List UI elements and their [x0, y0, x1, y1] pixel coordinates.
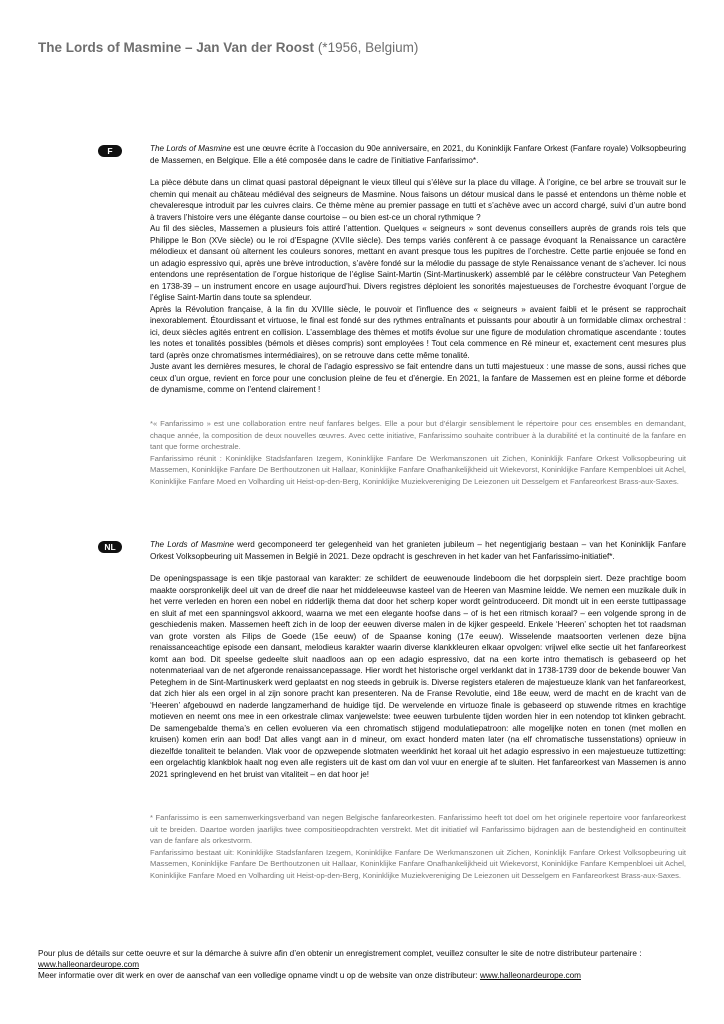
fr-footnote-paragraph: Fanfarissimo réunit : Koninklijke Stadsfanfaren Izegem, Koninklijke Fanfare De Werkmanszonen uit Zichen, Koninklijk Fanfare Orkest Volksopbeuring uit Massemen, Koninklijke Fanfare De Berthoutzonen uit Hallaar, Koninklijke Fanfare Onafhankelijkheid uit Wiekevorst, Koninklijke Fanfare Kempenbloei uit Achel, Koninklijke Fanfare Moed en Volharding uit Heist-op-den-Berg, Koninklijke Muziekvereniging De Leiezonen uit Desselgem et Fanfareorkest Brass-aux-Saxes.: [150, 453, 686, 486]
footer-nl-text: Meer informatie over dit werk en over de aanschaf van een volledige opname vindt u op de website van onze distributeur:: [38, 971, 480, 981]
footer-fr-line: [38, 948, 698, 970]
fr-text-section: [150, 143, 686, 396]
nl-text-section: [150, 539, 686, 780]
page-title-subtitle: (*1956, Belgium): [314, 40, 419, 55]
nl-work-title: The Lords of Masmine: [150, 540, 234, 549]
footer-fr-text: Pour plus de détails sur cette oeuvre et sur la démarche à suivre afin d’en obtenir un enregistrement complet, veuillez consulter le site de notre distributeur partenaire :: [38, 949, 642, 958]
fr-intro: [150, 143, 686, 166]
language-badge-fr: F: [98, 145, 122, 157]
language-badge-nl: NL: [98, 541, 122, 553]
nl-footnote-paragraph: Fanfarissimo bestaat uit: Koninklijke Stadsfanfaren Izegem, Koninklijke Fanfare De Werkmanszonen uit Zichen, Koninklijk Fanfare Orkest Volksopbeuring uit Massemen, Koninklijke Fanfare De Berthoutzonen uit Hallaar, Koninklijke Fanfare Onafhankelijkheid uit Wiekevorst, Koninklijke Fanfare Kempenbloei uit Achel, Koninklijke Fanfare Moed en Volharding uit Heist-op-den-Berg, Koninklijke Muziekvereniging De Leiezonen uit Desselgem en Fanfareorkest Brass-aux-Saxes.: [150, 847, 686, 880]
fr-footnote: [150, 418, 686, 487]
nl-footnote-paragraph: * Fanfarissimo is een samenwerkingsverband van negen Belgische fanfareorkesten. Fanfarissimo heeft tot doel om het originele repertoire voor fanfareorkest uit te breiden. Daartoe worden jaarlijks twee compositieopdrachten verstrekt. Met dit initiatief wil Fanfarissimo bijdragen aan de bestendigheid en continuïteit van de fanfare als orkestvorm.: [150, 813, 686, 845]
footer: [38, 948, 698, 982]
fr-paragraph: La pièce débute dans un climat quasi pastoral dépeignant le vieux tilleul qui s’élève sur la place du village. À l’origine, ce bel arbre se trouvait sur le chemin qui menait au château médiéval des seigneurs de Masmine. Nous faisons un détour musical dans le passé et entendons un thème noble et chevaleresque introduit par les cuivres clairs. Ce thème mène au premier passage en tutti et s’achève avec un accord chargé, suivi d’un autre bond à travers l’histoire vers une élégante danse courtoise – ou bien est-ce un choral rythmique ?: [150, 178, 686, 222]
fr-paragraph: Au fil des siècles, Massemen a plusieurs fois attiré l’attention. Quelques « seigneurs » sont devenus conseillers auprès de grands rois tels que Philippe le Bon (XVe siècle) ou le roi d’Espagne (XVIIe siècle). Des temps variés confèrent à ce passage évoquant la Renaissance un caractère mélodieux et dansant où alternent les couleurs sonores, mettant en avant presque tous les pupitres de l’orchestre. Cette partie enjouée se fond en un adagio espressivo qui, après une brève introduction, s’avère fondé sur la mélodie du passage de style Renaissance venant de s’achever. Ici nous entendons une représentation de l’orgue historique de l’église Saint-Martin (Sint-Martinuskerk) assemblé par le célèbre constructeur Van Peteghem en 1738-39 – un instrument encore en usage aujourd’hui. Divers registres déploient les sonorités majestueuses de l’orchestre évoquant l’orgue de l’église Saint-Martin dans toute sa splendeur.: [150, 224, 686, 302]
nl-footnote: [150, 812, 686, 881]
nl-intro: [150, 539, 686, 562]
fr-paragraph: Après la Révolution française, à la fin du XVIIIe siècle, le pouvoir et l’influence des « seigneurs » avaient faibli et le présent se rapprochait inexorablement. Étourdissant et virtuose, le final est fondé sur des rythmes entraînants et puissants pour aboutir à un formidable climax orchestral : ici, deux siècles agités entrent en collision. L’assemblage des thèmes et motifs évolue sur une figure de modulation chromatique ascendante : toutes les notes et tonalités possibles (bémols et dièses compris) sont employées ! Tout cela commence en Ré mineur et, exactement cent mesures plus tard (après onze chromatismes intermédiaires), on se retrouve dans cette même tonalité.: [150, 304, 686, 360]
fr-footnote-paragraph: *« Fanfarissimo » est une collaboration entre neuf fanfares belges. Elle a pour but d’élargir sensiblement le répertoire pour ces ensembles en demandant, chaque année, la composition de deux nouvelles œuvres. Avec cette initiative, Fanfarissimo souhaite contribuer à la durabilité et la continuité de la fanfare en tant que forme orchestrale.: [150, 419, 686, 451]
footer-nl-link[interactable]: www.halleonardeurope.com: [479, 971, 581, 981]
fr-intro-text: est une œuvre écrite à l’occasion du 90e anniversaire, en 2021, du Koninklijk Fanfare Orkest (Fanfare royale) Volksopbeuring de Massemen, en Belgique. Elle a été composée dans le cadre de l’initiative Fanfarissimo*.: [150, 144, 687, 165]
page-title-main: The Lords of Masmine – Jan Van der Roost: [38, 40, 315, 55]
nl-intro-text: werd gecomponeerd ter gelegenheid van het granieten jubileum – het negentigjarig bestaan – van het Koninklijk Fanfare Orkest Volksopbeuring uit Massemen in België in 2021. Deze opdracht is geschreven in het kader van het Fanfarissimo-initiatief*.: [150, 540, 686, 561]
fr-work-title: The Lords of Masmine: [150, 144, 232, 153]
fr-paragraph: Juste avant les dernières mesures, le choral de l’adagio espressivo se fait entendre dans un tutti majestueux : une masse de sons, aussi riches que ceux d’un orgue, revient en force pour une conclusion pleine de feu et d’énergie. En 2021, la fanfare de Massemen est en pleine forme et déborde de dynamisme, comme on l’entend clairement !: [150, 362, 686, 394]
footer-nl-line: [38, 970, 698, 981]
page-title: [38, 40, 418, 55]
footer-fr-link[interactable]: www.halleonardeurope.com: [38, 960, 140, 970]
nl-paragraph: De openingspassage is een tikje pastoraal van karakter: ze schildert de eeuwenoude lindeboom die het dorpsplein siert. Deze prachtige boom maakte oorspronkelijk deel uit van de dreef die naar het middeleeuwse kasteel van de Heeren van Masmine leidde. We nemen een muzikale duik in het verre verleden en horen een nobel en ridderlijk thema dat door het scherp koper wordt geïntroduceerd. Dit mondt uit in een eerste tuttipassage en sluit af met een spanningsvol akkoord, waarna we met een elegante hoofse dans – of is het een ritmisch koraal? – een volgende sprong in de geschiedenis maken. Massemen heeft zich in de loop der eeuwen diverse malen in de kijker gespeeld. Enkele ‘Heeren’ schopten het tot raadsman van grote vorsten als Filips de Goede (15e eeuw) of de Spaanse koning (17e eeuw). Wisselende maatsoorten verlenen deze bijna renaissanceachtige episode een dansant, melodieus karakter waarin diverse klankkleuren elkaar opvolgen: vrijwel elke sectie uit het fanfareorkest komt aan bod. Dit speelse gedeelte sluit naadloos aan op een adagio espressivo, dat na een korte intro thematisch is gebaseerd op het notenmateriaal van de net afgeronde renaissancepassage. Hier wordt het historische orgel verklankt dat in 1738-1739 door de bekende bouwer Van Peteghem in de Sint-Martinuskerk werd geplaatst en nog steeds in gebruik is. Diverse registers etaleren de majestueuze klank van het fanfareorkest, dat zich hier als een orgel in al zijn sonore pracht kan presenteren. Na de Franse Revolutie, eind 18e eeuw, werd de macht en de kracht van de ‘Heeren’ afgebouwd en naderde langzamerhand de huidige tijd. De wervelende en virtuoze finale is gebaseerd op stuwende ritmes en krachtige motieven en neemt ons mee in een orkestrale climax vanjewelste: twee eeuwen turbulente tijden worden hier in een notendop tot klinken gebracht. De samengebalde thema’s en cellen evolueren via een chromatisch stijgend modulatiepatroon: alle mogelijke noten en tonen (met mollen en kruisen) komen erin aan bod! Dat alles vangt aan in d mineur, om exact honderd maten later (na elf chromatische tussenstations) opnieuw in diezelfde tonaliteit te belanden. Vlak voor de opzwepende slotmaten weerklinkt het koraal uit het adagio espressivo in een majestueuze tuttizetting: een orgelachtig klankblok haalt nog even alle registers uit de kast om dan vol vuur en energie af te sluiten. Het fanfareorkest van Massemen is anno 2021 springlevend en het bruist van vitaliteit – en dat hoor je!: [150, 574, 686, 779]
